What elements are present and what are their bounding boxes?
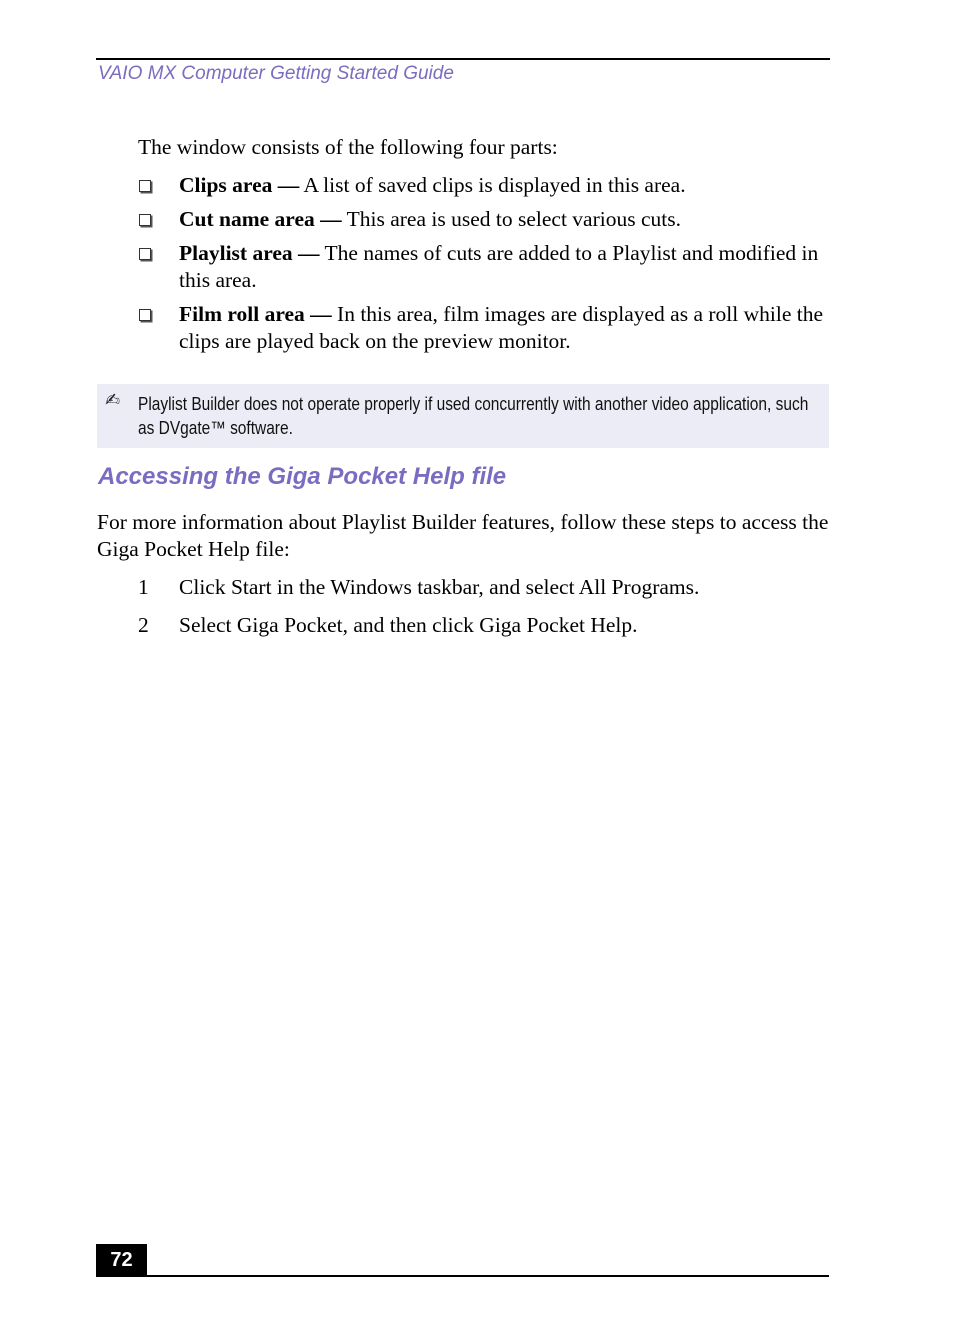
part-description: This area is used to select various cuts. [341, 207, 681, 231]
part-description: The names of cuts are added to a Playlist and modified in this area. [179, 241, 819, 292]
footer-rule [96, 1275, 829, 1277]
note-box [97, 384, 829, 448]
part-term: Playlist area — [179, 241, 320, 265]
note-text: Playlist Builder does not operate properly if used concurrently with another video application, such as DVgate™ software. [138, 394, 809, 438]
list-item [138, 206, 838, 233]
checkbox-bullet-icon [139, 248, 151, 260]
list-item [138, 574, 838, 601]
steps-list [138, 574, 838, 650]
header-rule [96, 58, 830, 60]
part-description: In this area, film images are displayed as a roll while the clips are played back on the preview monitor. [179, 302, 824, 353]
intro-text: The window consists of the following four parts: [138, 135, 558, 159]
pencil-note-icon: ✍ [105, 390, 121, 411]
checkbox-bullet-icon [139, 214, 151, 226]
section-heading: Accessing the Giga Pocket Help file [98, 463, 507, 490]
list-item [138, 240, 838, 294]
part-term: Cut name area — [179, 207, 342, 231]
part-term: Film roll area — [179, 302, 332, 326]
checkbox-bullet-icon [139, 309, 151, 321]
running-title: VAIO MX Computer Getting Started Guide [98, 63, 454, 84]
parts-list [138, 172, 838, 362]
step-number: 2 [138, 613, 149, 637]
step-text: Click Start in the Windows taskbar, and select All Programs. [179, 575, 700, 599]
checkbox-bullet-icon [139, 180, 151, 192]
list-item [138, 172, 838, 199]
page-number: 72 [96, 1244, 147, 1277]
step-number: 1 [138, 575, 149, 599]
list-item [138, 301, 838, 355]
list-item [138, 612, 838, 639]
step-text: Select Giga Pocket, and then click Giga Pocket Help. [179, 613, 638, 637]
section-paragraph: For more information about Playlist Builder features, follow these steps to access the Giga Pocket Help file: [97, 510, 829, 561]
part-description: A list of saved clips is displayed in this area. [299, 173, 686, 197]
part-term: Clips area — [179, 173, 300, 197]
